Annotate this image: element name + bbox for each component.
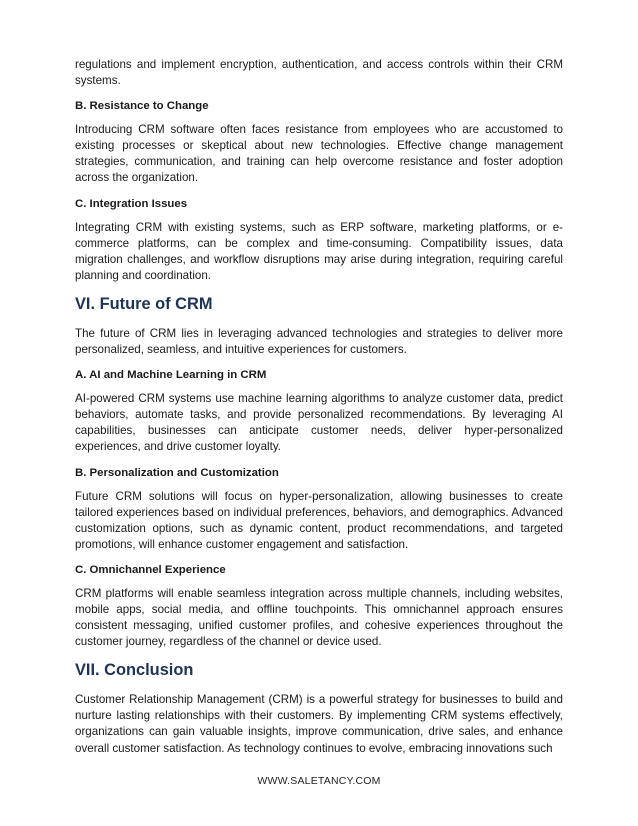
- paragraph-resistance-to-change: Introducing CRM software often faces resistance from employees who are accustomed to existing processes or skeptical about new technologies. Effective change management strategies, communication, and training can help overcome resistance and foster adoption across the organization.: [75, 123, 563, 185]
- paragraph-ai-machine-learning: AI-powered CRM systems use machine learning algorithms to analyze customer data, predict behaviors, automate tasks, and provide personalized recommendations. By leveraging AI capabilities, businesses can anticipate customer needs, deliver hyper-personalized experiences, and drive customer loyalty.: [75, 392, 563, 454]
- paragraph-future-intro: The future of CRM lies in leveraging advanced technologies and strategies to deliver more personalized, seamless, and intuitive experiences for customers.: [75, 326, 563, 357]
- paragraph-conclusion: Customer Relationship Management (CRM) is a powerful strategy for businesses to build and nurture lasting relationships with their customers. By implementing CRM systems effectively, organizations can gain valuable insights, improve communication, drive sales, and enhance overall customer satisfaction. As technology continues to evolve, embracing innovations such: [75, 693, 563, 755]
- paragraph-personalization: Future CRM solutions will focus on hyper-personalization, allowing businesses to create tailored experiences based on individual preferences, behaviors, and demographics. Advanced customization options, such as dynamic content, product recommendations, and targeted promotions, will enhance customer engagement and satisfaction.: [75, 489, 563, 551]
- subheading-integration-issues: C. Integration Issues: [75, 197, 188, 210]
- subheading-resistance-to-change: B. Resistance to Change: [75, 100, 209, 113]
- subheading-personalization: B. Personalization and Customization: [75, 466, 279, 479]
- page-content: [75, 57, 563, 757]
- subheading-ai-machine-learning: A. AI and Machine Learning in CRM: [75, 369, 267, 382]
- paragraph-intro-tail: regulations and implement encryption, authentication, and access controls within their CRM systems.: [75, 58, 563, 88]
- paragraph-omnichannel: CRM platforms will enable seamless integration across multiple channels, including websites, mobile apps, social media, and offline touchpoints. This omnichannel approach ensures consistent messaging, unified customer profiles, and cohesive experiences throughout the customer journey, regardless of the channel or device used.: [75, 586, 563, 649]
- section-title-conclusion: VII. Conclusion: [75, 661, 194, 680]
- paragraph-integration-issues: Integrating CRM with existing systems, such as ERP software, marketing platforms, or e-commerce platforms, can be complex and time-consuming. Compatibility issues, data migration challenges, and workflow disruptions may arise during integration, requiring careful planning and coordination.: [75, 220, 563, 282]
- footer-website: WWW.SALETANCY.COM: [257, 775, 381, 787]
- subheading-omnichannel: C. Omnichannel Experience: [75, 563, 226, 576]
- section-title-future-of-crm: VI. Future of CRM: [75, 294, 213, 313]
